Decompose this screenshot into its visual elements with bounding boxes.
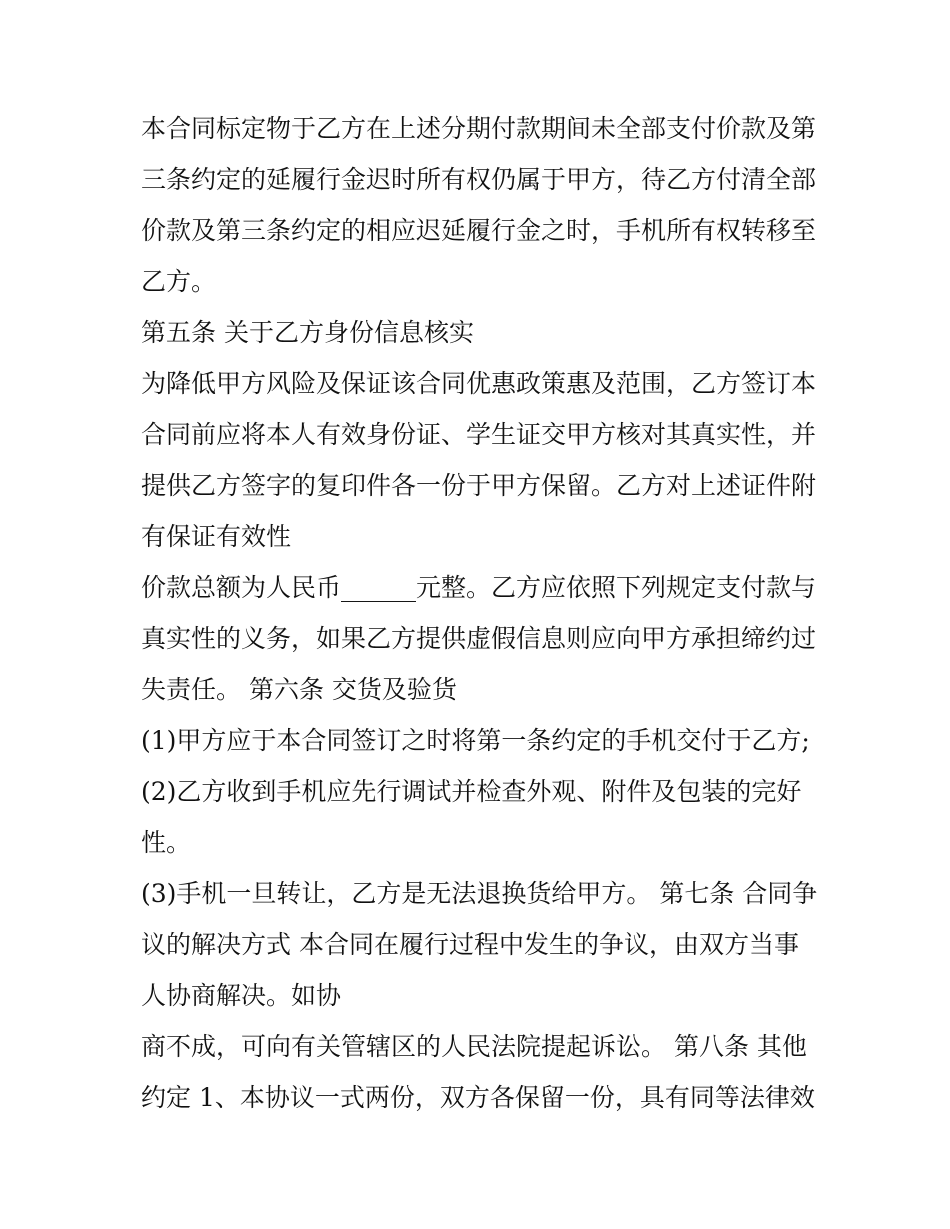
- body-text-line: 真实性的义务，如果乙方提供虚假信息则应向甲方承担缔约过: [141, 624, 817, 653]
- section-heading-article-5: 第五条 关于乙方身份信息核实: [141, 318, 474, 347]
- document-body: [141, 110, 821, 1130]
- body-text-line: 约定 1、本协议一式两份，双方各保留一份，具有同等法律效: [141, 1083, 815, 1112]
- list-item-3: (3)手机一旦转让，乙方是无法退换货给甲方。 第七条 合同争: [141, 879, 818, 908]
- list-item-2-continued: 性。: [141, 828, 192, 857]
- body-text-line: 人协商解决。如协: [141, 981, 342, 1010]
- body-text-line-price-blank: 价款总额为人民币______元整。乙方应依照下列规定支付款与: [141, 573, 817, 602]
- body-text-line: 为降低甲方风险及保证该合同优惠政策惠及范围，乙方签订本: [141, 369, 817, 398]
- body-text-line: 合同前应将本人有效身份证、学生证交甲方核对其真实性，并: [141, 420, 817, 449]
- body-text-line-article-7: 议的解决方式 本合同在履行过程中发生的争议，由双方当事: [141, 930, 799, 959]
- body-text-line: 有保证有效性: [141, 522, 292, 551]
- body-text-line-article-8: 商不成，可向有关管辖区的人民法院提起诉讼。 第八条 其他: [141, 1032, 807, 1061]
- body-text-line: 三条约定的延履行金迟时所有权仍属于甲方，待乙方付清全部: [141, 165, 817, 194]
- body-text-line: 提供乙方签字的复印件各一份于甲方保留。乙方对上述证件附: [141, 471, 817, 500]
- body-text-line-article-6: 失责任。 第六条 交货及验货: [141, 675, 457, 704]
- body-text-line: 乙方。: [141, 267, 217, 296]
- list-item-1: (1)甲方应于本合同签订之时将第一条约定的手机交付于乙方;: [141, 726, 810, 755]
- body-text-line: 价款及第三条约定的相应迟延履行金之时，手机所有权转移至: [141, 216, 817, 245]
- list-item-2: (2)乙方收到手机应先行调试并检查外观、附件及包装的完好: [141, 777, 802, 806]
- body-text-line: 本合同标定物于乙方在上述分期付款期间未全部支付价款及第: [141, 114, 817, 143]
